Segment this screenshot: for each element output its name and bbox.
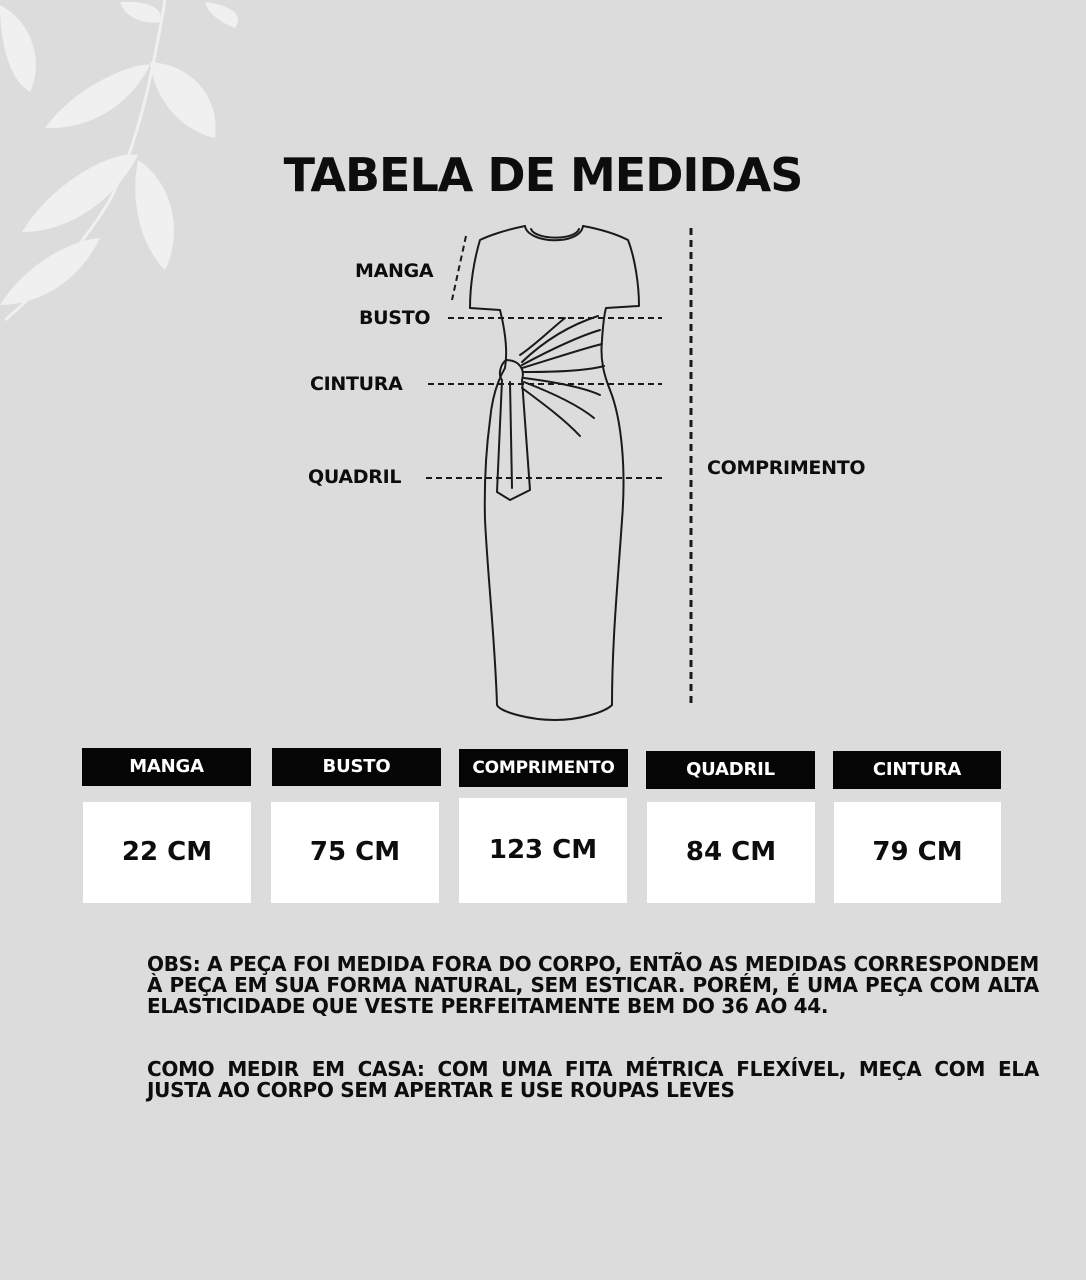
- header-busto: BUSTO: [272, 748, 441, 786]
- header-cintura: CINTURA: [833, 751, 1001, 789]
- label-manga: MANGA: [355, 260, 434, 282]
- header-comprimento: COMPRIMENTO: [459, 749, 628, 787]
- value-busto: 75 CM: [271, 802, 439, 903]
- page-title: TABELA DE MEDIDAS: [283, 148, 803, 202]
- note-obs: OBS: A PEÇA FOI MEDIDA FORA DO CORPO, ENTÃO AS MEDIDAS CORRESPONDEM À PEÇA EM SUA FORMA NATURAL, SEM ESTICAR. PORÉM, É UMA PEÇA COM ALTA ELASTICIDADE QUE VESTE PERFEITAMENTE BEM DO 36 AO 44.: [147, 952, 1039, 1018]
- value-cintura: 79 CM: [834, 802, 1001, 903]
- header-quadril: QUADRIL: [646, 751, 815, 789]
- label-cintura: CINTURA: [310, 373, 403, 395]
- value-manga: 22 CM: [83, 802, 251, 903]
- value-quadril: 84 CM: [647, 802, 815, 903]
- header-manga: MANGA: [82, 748, 251, 786]
- label-quadril: QUADRIL: [308, 466, 402, 488]
- label-comprimento: COMPRIMENTO: [707, 457, 866, 479]
- label-busto: BUSTO: [359, 307, 431, 329]
- note-como-medir: COMO MEDIR EM CASA: COM UMA FITA MÉTRICA FLEXÍVEL, MEÇA COM ELA JUSTA AO CORPO SEM APERTAR E USE ROUPAS LEVES: [147, 1057, 1039, 1102]
- value-comprimento: 123 CM: [459, 798, 627, 903]
